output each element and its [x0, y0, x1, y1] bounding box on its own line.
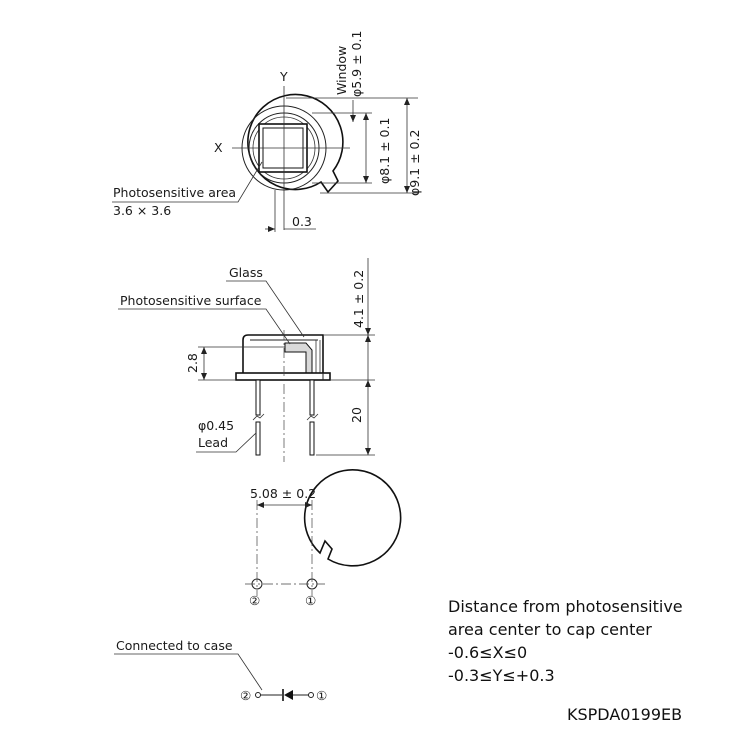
cap-height-text: 4.1 ± 0.2	[351, 269, 366, 328]
note-line-1: Distance from photosensitive	[448, 597, 683, 616]
glass-window	[285, 343, 312, 373]
lead-left-end	[256, 422, 260, 455]
terminal-2	[256, 693, 261, 698]
schematic-pin-1-label: ①	[316, 688, 328, 703]
case-leader	[114, 654, 262, 690]
flange-dim-text: φ9.1 ± 0.2	[407, 129, 422, 196]
window-dim-text: φ5.9 ± 0.1	[349, 30, 364, 97]
surface-height-text: 2.8	[185, 353, 200, 373]
glass-label: Glass	[229, 265, 263, 280]
cap-dim-text: φ8.1 ± 0.1	[377, 117, 392, 184]
case-label: Connected to case	[116, 638, 233, 653]
diode-symbol	[284, 690, 293, 700]
pin-spacing-text: 5.08 ± 0.2	[250, 486, 317, 501]
bottom-flange-outline	[305, 470, 401, 566]
area-label: Photosensitive area	[113, 185, 237, 200]
lead-right-end	[310, 422, 314, 455]
schematic	[114, 638, 327, 703]
window-label: Window	[334, 45, 349, 95]
lead-dia-text: φ0.45	[198, 418, 235, 433]
surface-leader	[118, 309, 290, 344]
axis-y-label: Y	[280, 69, 288, 84]
axis-x-label: X	[214, 140, 223, 155]
note-line-4: -0.3≤Y≤+0.3	[448, 666, 555, 685]
bottom-pin-2-label: ②	[249, 593, 261, 608]
notes	[448, 597, 683, 724]
drawing-code: KSPDA0199EB	[567, 705, 683, 724]
flange	[236, 373, 330, 380]
lead-left	[256, 380, 260, 415]
schematic-pin-2-label: ②	[240, 688, 252, 703]
lead-right	[310, 380, 314, 415]
terminal-1	[309, 693, 314, 698]
bottom-pin-1-label: ①	[305, 593, 317, 608]
side-view	[118, 258, 375, 462]
lead-length-text: 20	[349, 407, 364, 423]
offset-dim-text: 0.3	[292, 214, 312, 229]
note-line-3: -0.6≤X≤0	[448, 643, 528, 662]
top-view	[112, 31, 422, 232]
lead-label: Lead	[198, 435, 229, 450]
surface-label: Photosensitive surface	[120, 293, 262, 308]
note-line-2: area center to cap center	[448, 620, 652, 639]
area-size: 3.6 × 3.6	[113, 203, 172, 218]
bottom-view	[245, 470, 401, 608]
